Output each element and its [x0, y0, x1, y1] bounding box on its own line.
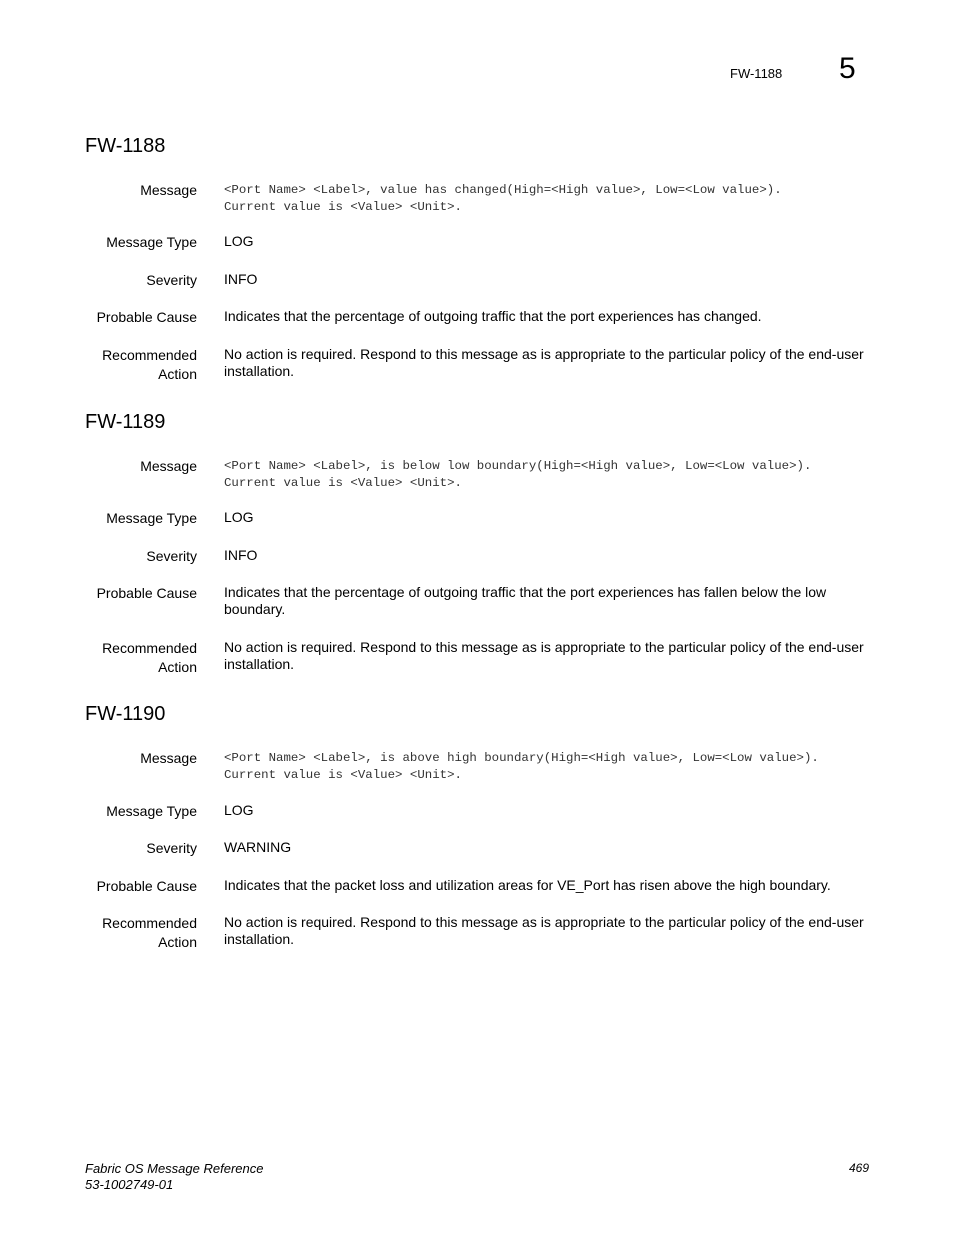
recommended-action-label-line-2: Action [158, 659, 197, 675]
severity-label: Severity [146, 272, 197, 288]
recommended-action-label-line-1: Recommended [102, 347, 197, 363]
running-head: FW-1188 [730, 66, 783, 81]
recommended-action-label-line-2: Action [158, 934, 197, 950]
message-type-label: Message Type [106, 803, 197, 819]
recommended-action-label [47, 346, 197, 384]
probable-cause-label: Probable Cause [96, 585, 197, 601]
severity-value: WARNING [224, 839, 292, 855]
section-title: FW-1188 [85, 135, 166, 157]
footer-page-number: 469 [849, 1161, 870, 1175]
recommended-action-label [47, 914, 197, 952]
severity-value: INFO [224, 271, 258, 287]
message-text [224, 182, 874, 216]
message-line-1: <Port Name> <Label>, is below low boundary(High=<High value>, Low=<Low value>). [224, 459, 812, 473]
footer-doc-number: 53-1002749-01 [85, 1177, 174, 1192]
message-text [224, 458, 874, 492]
recommended-action-value: No action is required. Respond to this message as is appropriate to the particular policy of the end-user installation. [224, 346, 864, 379]
message-label: Message [140, 458, 197, 474]
message-line-2: Current value is <Value> <Unit>. [224, 200, 462, 214]
footer-doc-title: Fabric OS Message Reference [85, 1161, 264, 1176]
message-type-value: LOG [224, 509, 254, 525]
message-type-value: LOG [224, 233, 254, 249]
message-label: Message [140, 182, 197, 198]
probable-cause-value: Indicates that the percentage of outgoing traffic that the port experiences has fallen below the low boundary. [224, 584, 827, 617]
message-type-value: LOG [224, 802, 254, 818]
message-line-1: <Port Name> <Label>, value has changed(High=<High value>, Low=<Low value>). [224, 183, 782, 197]
severity-value: INFO [224, 547, 258, 563]
message-label: Message [140, 750, 197, 766]
recommended-action-label [47, 639, 197, 677]
severity-label: Severity [146, 548, 197, 564]
section-title: FW-1189 [85, 411, 166, 433]
recommended-action-value: No action is required. Respond to this message as is appropriate to the particular policy of the end-user installation. [224, 639, 864, 672]
footer-doc-info [85, 1161, 263, 1193]
chapter-number: 5 [839, 52, 856, 85]
probable-cause-label: Probable Cause [96, 309, 197, 325]
message-line-2: Current value is <Value> <Unit>. [224, 476, 462, 490]
message-type-label: Message Type [106, 234, 197, 250]
section-title: FW-1190 [85, 703, 166, 725]
recommended-action-label-line-1: Recommended [102, 640, 197, 656]
message-text [224, 750, 874, 784]
probable-cause-value: Indicates that the packet loss and utilization areas for VE_Port has risen above the high boundary. [224, 877, 831, 893]
recommended-action-label-line-1: Recommended [102, 915, 197, 931]
recommended-action-value: No action is required. Respond to this message as is appropriate to the particular policy of the end-user installation. [224, 914, 864, 947]
recommended-action-label-line-2: Action [158, 366, 197, 382]
probable-cause-value: Indicates that the percentage of outgoing traffic that the port experiences has changed. [224, 308, 762, 324]
severity-label: Severity [146, 840, 197, 856]
message-line-1: <Port Name> <Label>, is above high boundary(High=<High value>, Low=<Low value>). [224, 751, 819, 765]
probable-cause-label: Probable Cause [96, 878, 197, 894]
message-type-label: Message Type [106, 510, 197, 526]
message-line-2: Current value is <Value> <Unit>. [224, 768, 462, 782]
